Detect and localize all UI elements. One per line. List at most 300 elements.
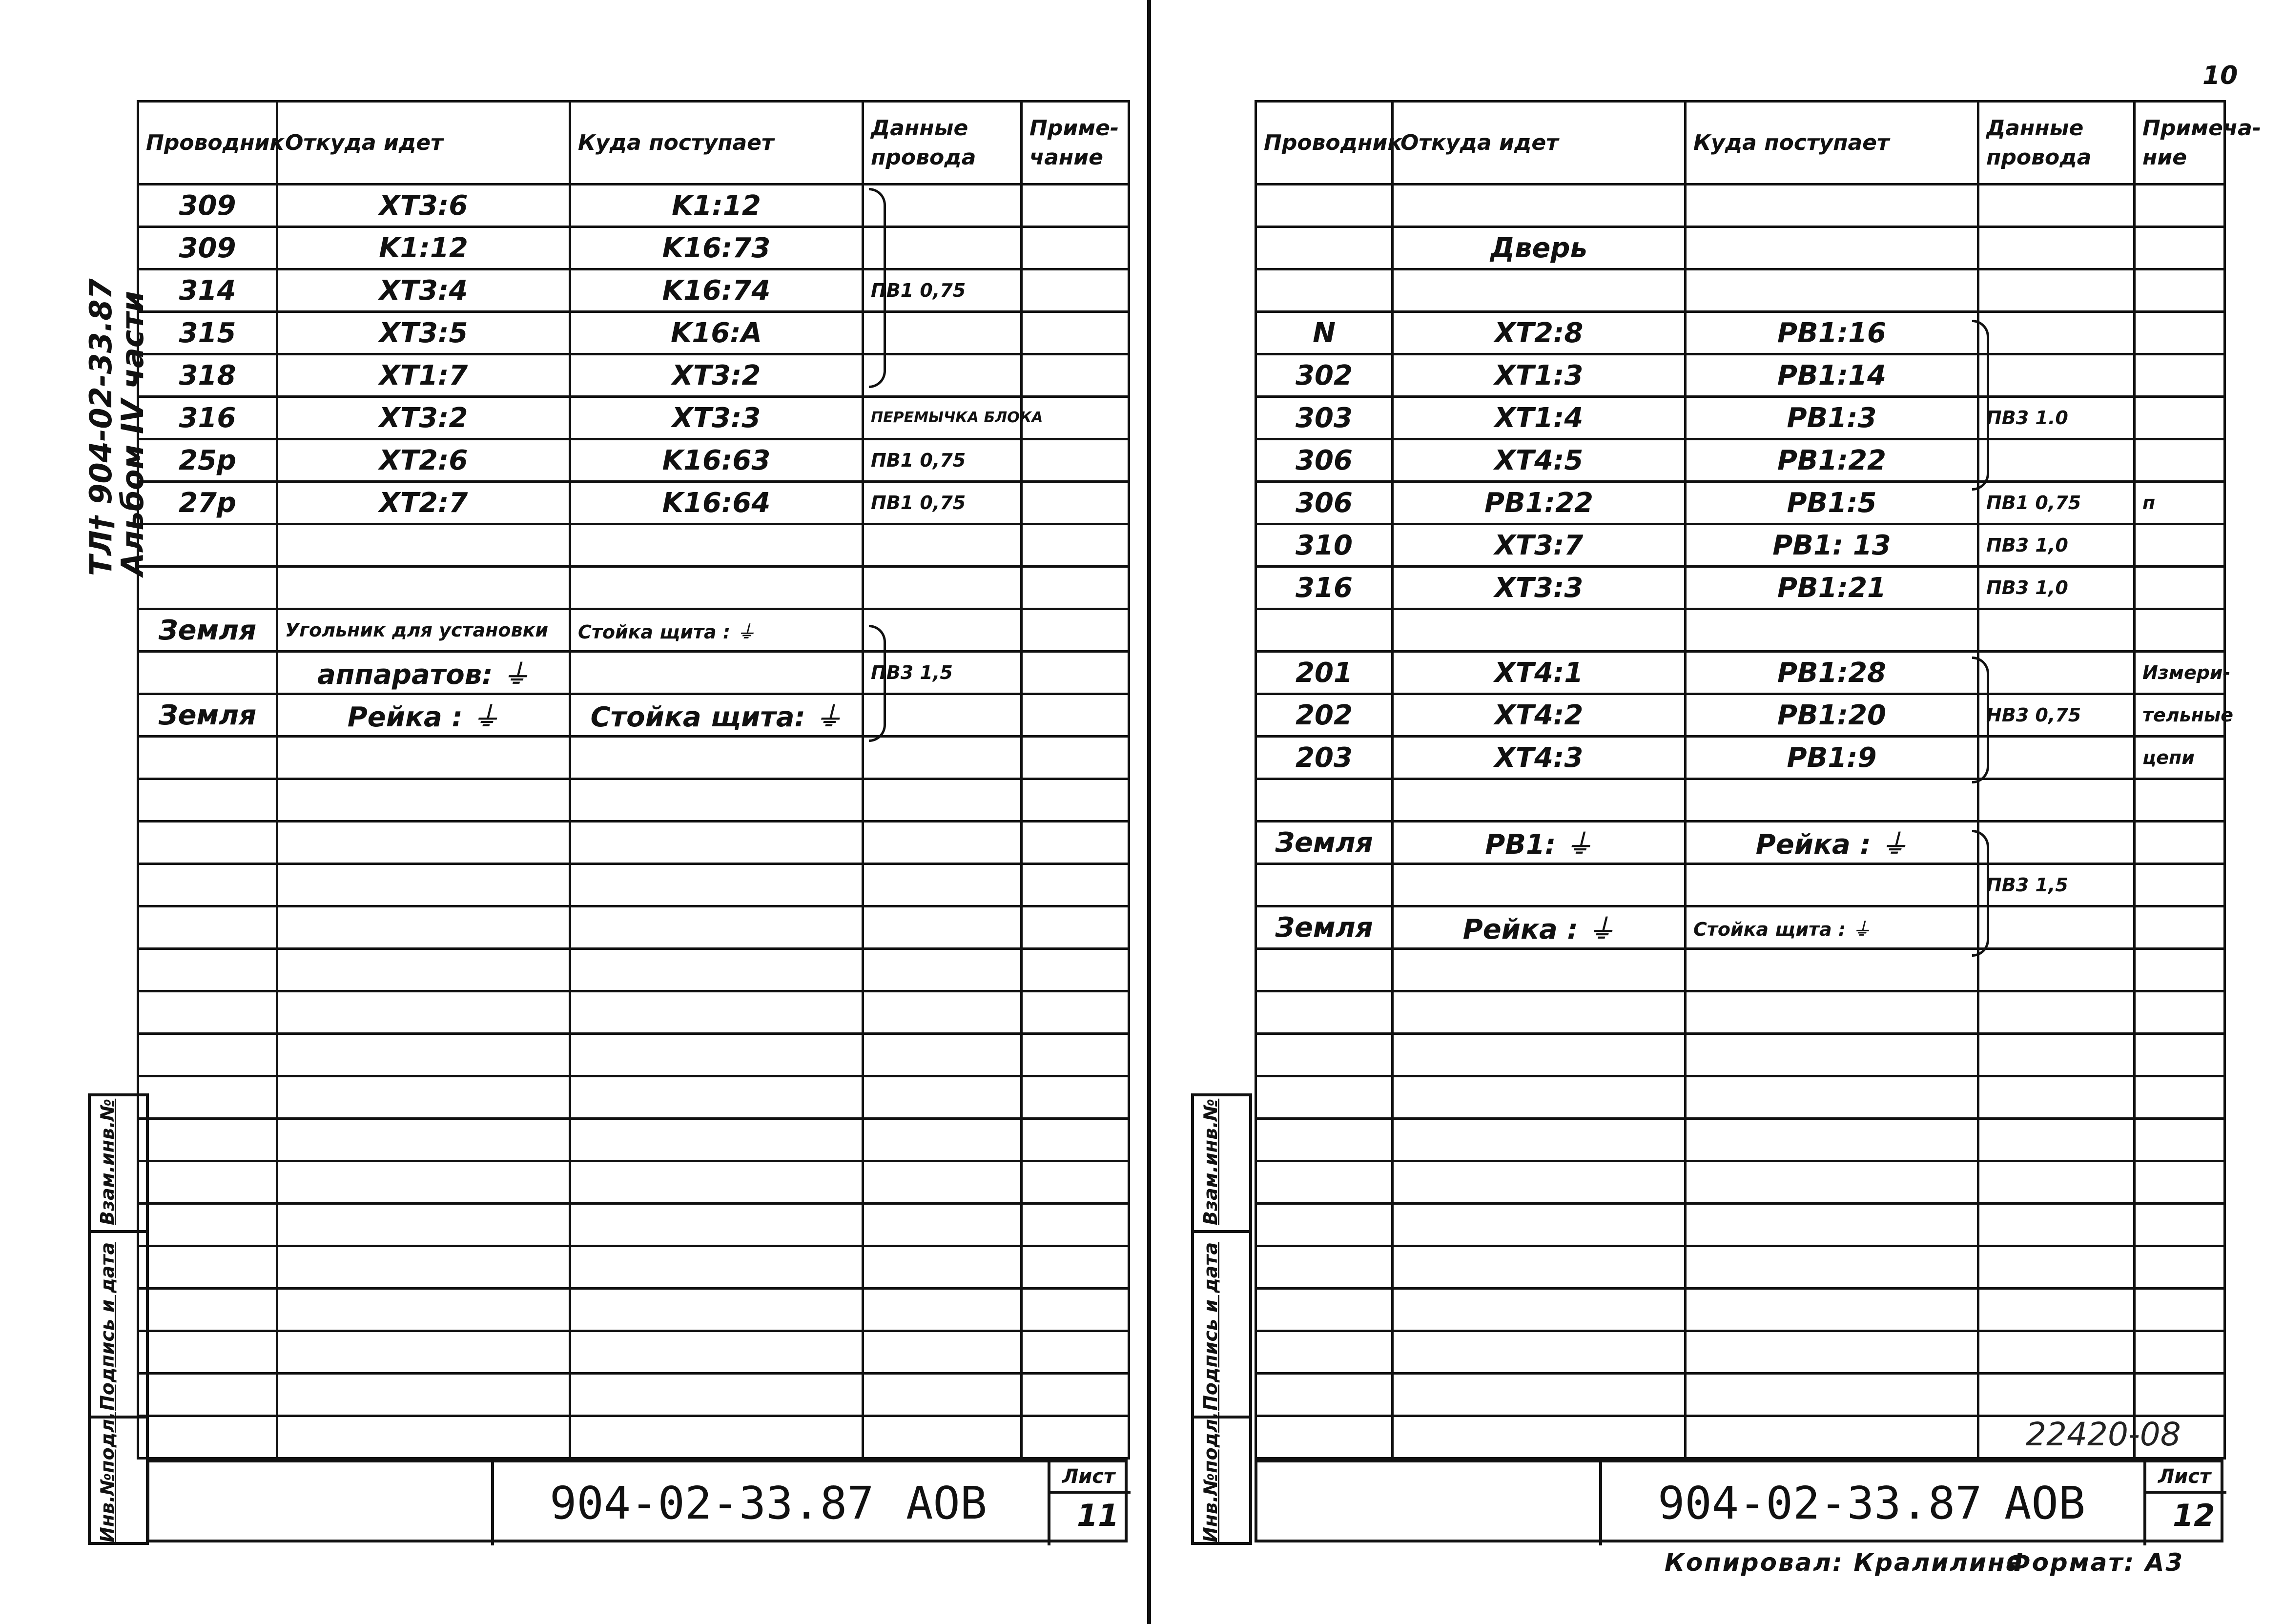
cell-note	[2135, 524, 2225, 567]
cell-to	[570, 864, 863, 906]
right-wiring-table	[1255, 100, 2262, 1460]
cell-to: РВ1:3	[1686, 397, 1978, 439]
brace-pv3	[1972, 320, 1989, 491]
cell-wire-data	[863, 609, 1022, 652]
table-row	[138, 1246, 1129, 1289]
cell-wire-data	[1978, 312, 2135, 354]
cell-to	[570, 1119, 863, 1161]
right-doc-type: АОВ	[2004, 1477, 2086, 1529]
cell-note	[1022, 1076, 1129, 1119]
cell-to	[1686, 1416, 1978, 1459]
cell-note: п	[2135, 482, 2225, 524]
cell-from: XT2:7	[277, 482, 570, 524]
table-row	[138, 397, 1129, 439]
cell-wire-data: ПВ3 1.0	[1978, 397, 2135, 439]
cell-conductor	[138, 1331, 277, 1374]
cell-to: Стойка щита : ⏚	[1686, 906, 1978, 949]
cell-from: XT1:7	[277, 354, 570, 397]
cell-note	[1022, 822, 1129, 864]
table-row	[138, 906, 1129, 949]
table-row	[1256, 354, 2225, 397]
cell-note	[2135, 864, 2225, 906]
col-note: Приме-чание	[1022, 102, 1129, 185]
cell-note	[2135, 185, 2225, 227]
cell-to: K16:64	[570, 482, 863, 524]
cell-to	[1686, 991, 1978, 1034]
cell-to: K16:63	[570, 439, 863, 482]
cell-wire-data	[863, 185, 1022, 227]
table-row	[138, 1076, 1129, 1119]
cell-from	[1393, 269, 1686, 312]
cell-from	[277, 1034, 570, 1076]
cell-from: XT2:6	[277, 439, 570, 482]
cell-to	[1686, 949, 1978, 991]
cell-from: XT3:6	[277, 185, 570, 227]
table-row	[1256, 652, 2225, 694]
table-row	[138, 269, 1129, 312]
cell-note	[2135, 906, 2225, 949]
cell-wire-data	[1978, 185, 2135, 227]
cell-wire-data	[1978, 1289, 2135, 1331]
cell-wire-data	[1978, 1204, 2135, 1246]
cell-conductor	[1256, 949, 1393, 991]
cell-from	[277, 1246, 570, 1289]
cell-conductor: 306	[1256, 439, 1393, 482]
cell-wire-data: НВ3 0,75	[1978, 694, 2135, 737]
cell-from	[1393, 1374, 1686, 1416]
table-row	[138, 567, 1129, 609]
cell-wire-data	[1978, 1374, 2135, 1416]
table-row	[1256, 1331, 2225, 1374]
cell-from	[277, 567, 570, 609]
table-row	[1256, 991, 2225, 1034]
cell-from	[1393, 991, 1686, 1034]
cell-from	[1393, 1331, 1686, 1374]
cell-wire-data	[1978, 652, 2135, 694]
cell-note	[1022, 1119, 1129, 1161]
cell-to: РВ1:20	[1686, 694, 1978, 737]
cell-conductor	[138, 737, 277, 779]
table-row	[1256, 1076, 2225, 1119]
cell-note	[2135, 227, 2225, 269]
cell-note	[1022, 1331, 1129, 1374]
col-wire-data: Данные провода	[863, 102, 1022, 185]
table-row	[1256, 397, 2225, 439]
cell-note	[2135, 567, 2225, 609]
cell-wire-data: ПВ3 1,0	[1978, 524, 2135, 567]
cell-conductor: 203	[1256, 737, 1393, 779]
table-row	[1256, 439, 2225, 482]
table-row	[138, 949, 1129, 991]
cell-wire-data	[863, 1416, 1022, 1459]
cell-conductor	[1256, 1246, 1393, 1289]
cell-to	[1686, 227, 1978, 269]
table-row	[138, 779, 1129, 822]
cell-from: XT4:2	[1393, 694, 1686, 737]
cell-note	[1022, 524, 1129, 567]
cell-from	[1393, 1076, 1686, 1119]
table-row	[138, 439, 1129, 482]
cell-conductor	[138, 949, 277, 991]
cell-to: XT3:3	[570, 397, 863, 439]
cell-note	[2135, 312, 2225, 354]
cell-wire-data	[863, 949, 1022, 991]
cell-to	[570, 1161, 863, 1204]
table-row	[1256, 269, 2225, 312]
right-sheet-label: Лист	[2158, 1465, 2211, 1488]
cell-wire-data	[863, 524, 1022, 567]
cell-conductor: N	[1256, 312, 1393, 354]
cell-note	[2135, 1076, 2225, 1119]
cell-from	[277, 1331, 570, 1374]
cell-conductor	[138, 1289, 277, 1331]
cell-to: РВ1:21	[1686, 567, 1978, 609]
cell-to	[570, 1331, 863, 1374]
table-row	[1256, 185, 2225, 227]
cell-note	[1022, 1204, 1129, 1246]
cell-conductor	[138, 1076, 277, 1119]
page-number: 10	[2202, 61, 2238, 90]
cell-conductor	[1256, 1076, 1393, 1119]
table-row	[138, 737, 1129, 779]
cell-from: XT3:7	[1393, 524, 1686, 567]
cell-to	[570, 1246, 863, 1289]
left-wiring-table	[137, 100, 1130, 1460]
cell-note	[2135, 991, 2225, 1034]
cell-from	[277, 1289, 570, 1331]
right-sheet-number: 12	[2173, 1498, 2215, 1533]
cell-from	[277, 949, 570, 991]
cell-to	[1686, 864, 1978, 906]
cell-from: XT2:8	[1393, 312, 1686, 354]
cell-note	[1022, 269, 1129, 312]
table-row	[138, 1289, 1129, 1331]
cell-conductor: Земля	[1256, 906, 1393, 949]
cell-wire-data: ПВ3 1,5	[863, 652, 1022, 694]
cell-conductor	[138, 1374, 277, 1416]
cell-conductor	[1256, 1374, 1393, 1416]
table-row	[1256, 864, 2225, 906]
cell-conductor	[1256, 1416, 1393, 1459]
left-title-block	[146, 1460, 1128, 1542]
brace-ground-right	[1972, 830, 1989, 957]
cell-to	[570, 822, 863, 864]
table-row	[1256, 227, 2225, 269]
cell-conductor: 302	[1256, 354, 1393, 397]
cell-conductor	[138, 822, 277, 864]
cell-wire-data	[863, 1161, 1022, 1204]
cell-from	[277, 1076, 570, 1119]
cell-note	[1022, 652, 1129, 694]
cell-conductor: 306	[1256, 482, 1393, 524]
cell-note	[1022, 482, 1129, 524]
table-row	[1256, 694, 2225, 737]
handwritten-number: 22420-08	[2026, 1416, 2181, 1453]
cell-to	[1686, 1246, 1978, 1289]
cell-wire-data	[863, 567, 1022, 609]
cell-conductor: 315	[138, 312, 277, 354]
cell-from	[1393, 1034, 1686, 1076]
cell-conductor	[138, 906, 277, 949]
table-row	[138, 354, 1129, 397]
cell-to: Рейка : ⏚	[1686, 822, 1978, 864]
cell-wire-data	[1978, 779, 2135, 822]
cell-from	[277, 1204, 570, 1246]
cell-conductor: 27р	[138, 482, 277, 524]
table-row	[138, 185, 1129, 227]
cell-wire-data	[863, 779, 1022, 822]
cell-from: Дверь	[1393, 227, 1686, 269]
cell-wire-data	[1978, 354, 2135, 397]
cell-note	[1022, 354, 1129, 397]
cell-from	[1393, 1289, 1686, 1331]
cell-conductor	[1256, 1119, 1393, 1161]
col-wire-data: Данные провода	[1978, 102, 2135, 185]
cell-from	[1393, 185, 1686, 227]
cell-to	[1686, 185, 1978, 227]
cell-from: РВ1: ⏚	[1393, 822, 1686, 864]
brace-ground-left	[869, 625, 886, 742]
cell-to: РВ1:22	[1686, 439, 1978, 482]
strip-divider	[88, 1230, 149, 1233]
cell-wire-data: ПВ1 0,75	[863, 482, 1022, 524]
cell-from: Угольник для установки	[277, 609, 570, 652]
cell-wire-data	[863, 991, 1022, 1034]
cell-conductor: 314	[138, 269, 277, 312]
cell-conductor	[138, 1119, 277, 1161]
cell-conductor	[138, 1416, 277, 1459]
cell-note	[1022, 1374, 1129, 1416]
cell-note	[1022, 1246, 1129, 1289]
table-row	[138, 227, 1129, 269]
col-note: Примеча-ние	[2135, 102, 2225, 185]
table-row	[1256, 609, 2225, 652]
table-row	[138, 864, 1129, 906]
cell-to: РВ1:28	[1686, 652, 1978, 694]
cell-note	[2135, 269, 2225, 312]
right-doc-code: 904-02-33.87	[1658, 1477, 1982, 1529]
cell-to	[1686, 1374, 1978, 1416]
cell-wire-data	[1978, 906, 2135, 949]
cell-from: XT3:4	[277, 269, 570, 312]
cell-note	[1022, 312, 1129, 354]
table-row	[1256, 1374, 2225, 1416]
cell-wire-data	[863, 864, 1022, 906]
cell-from: XT3:2	[277, 397, 570, 439]
cell-conductor	[1256, 1331, 1393, 1374]
cell-from: РВ1:22	[1393, 482, 1686, 524]
table-row	[1256, 949, 2225, 991]
table-row	[1256, 906, 2225, 949]
cell-wire-data	[1978, 1076, 2135, 1119]
cell-to: РВ1:14	[1686, 354, 1978, 397]
cell-wire-data	[1978, 1331, 2135, 1374]
cell-to	[1686, 609, 1978, 652]
cell-note	[1022, 609, 1129, 652]
col-from: Откуда идет	[277, 102, 570, 185]
cell-note	[2135, 1331, 2225, 1374]
cell-from: XT3:5	[277, 312, 570, 354]
cell-conductor	[1256, 779, 1393, 822]
cell-wire-data	[1978, 1161, 2135, 1204]
table-row	[1256, 482, 2225, 524]
table-row	[1256, 1119, 2225, 1161]
table-row	[1256, 524, 2225, 567]
table-row	[138, 694, 1129, 737]
cell-to	[570, 991, 863, 1034]
cell-wire-data	[863, 1246, 1022, 1289]
right-title-block	[1255, 1460, 2223, 1542]
cell-wire-data	[863, 354, 1022, 397]
cell-note: тельные	[2135, 694, 2225, 737]
strip-replace-label: Взам.инв.№	[97, 1098, 118, 1225]
table-row	[138, 991, 1129, 1034]
cell-conductor	[1256, 227, 1393, 269]
cell-conductor: Земля	[1256, 822, 1393, 864]
cell-from	[277, 1161, 570, 1204]
cell-conductor: Земля	[138, 694, 277, 737]
cell-from	[1393, 1246, 1686, 1289]
cell-to	[1686, 269, 1978, 312]
strip-divider	[1191, 1230, 1252, 1233]
cell-conductor	[138, 1246, 277, 1289]
cell-wire-data: ПВ3 1,0	[1978, 567, 2135, 609]
cell-from: XT1:4	[1393, 397, 1686, 439]
table-row	[1256, 312, 2225, 354]
cell-conductor	[138, 1204, 277, 1246]
col-to: Куда поступает	[570, 102, 863, 185]
cell-to: Стойка щита : ⏚	[570, 609, 863, 652]
cell-note	[1022, 567, 1129, 609]
cell-to: РВ1:9	[1686, 737, 1978, 779]
cell-to	[570, 737, 863, 779]
cell-wire-data: ПВ1 0,75	[863, 439, 1022, 482]
copied-by: Копировал: Кралилина	[1665, 1548, 2024, 1577]
cell-to	[570, 567, 863, 609]
cell-conductor: 201	[1256, 652, 1393, 694]
table-row	[138, 312, 1129, 354]
cell-to	[1686, 779, 1978, 822]
cell-to	[570, 1289, 863, 1331]
table-row	[138, 1119, 1129, 1161]
cell-to	[1686, 1119, 1978, 1161]
cell-note	[1022, 1161, 1129, 1204]
cell-from: XT3:3	[1393, 567, 1686, 609]
cell-conductor	[1256, 1161, 1393, 1204]
cell-wire-data	[863, 1374, 1022, 1416]
cell-from	[277, 906, 570, 949]
cell-to	[570, 906, 863, 949]
table-row	[1256, 779, 2225, 822]
cell-from: XT1:3	[1393, 354, 1686, 397]
cell-note	[2135, 1204, 2225, 1246]
cell-from: XT4:5	[1393, 439, 1686, 482]
cell-to: K16:74	[570, 269, 863, 312]
cell-note	[2135, 354, 2225, 397]
cell-wire-data	[1978, 737, 2135, 779]
cell-note	[2135, 609, 2225, 652]
cell-conductor: 25р	[138, 439, 277, 482]
cell-to	[570, 779, 863, 822]
col-from: Откуда идет	[1393, 102, 1686, 185]
brace-measure	[1972, 657, 1989, 783]
cell-to	[1686, 1076, 1978, 1119]
cell-conductor	[138, 524, 277, 567]
cell-note	[1022, 439, 1129, 482]
cell-from	[277, 1416, 570, 1459]
col-to: Куда поступает	[1686, 102, 1978, 185]
cell-note: Измери-	[2135, 652, 2225, 694]
cell-note	[2135, 397, 2225, 439]
left-doc-code: 904-02-33.87	[550, 1477, 874, 1529]
cell-conductor: 309	[138, 227, 277, 269]
cell-conductor	[1256, 991, 1393, 1034]
cell-wire-data	[863, 906, 1022, 949]
cell-to: РВ1:5	[1686, 482, 1978, 524]
cell-conductor: 316	[138, 397, 277, 439]
cell-to	[1686, 1331, 1978, 1374]
cell-to: Стойка щита: ⏚	[570, 694, 863, 737]
cell-from: XT4:3	[1393, 737, 1686, 779]
cell-from	[1393, 779, 1686, 822]
cell-note	[2135, 1161, 2225, 1204]
cell-to: K16:A	[570, 312, 863, 354]
cell-from	[1393, 1416, 1686, 1459]
cell-wire-data	[863, 1119, 1022, 1161]
cell-note	[2135, 1034, 2225, 1076]
table-row	[138, 1161, 1129, 1204]
cell-wire-data	[863, 227, 1022, 269]
cell-to: K16:73	[570, 227, 863, 269]
cell-to	[1686, 1204, 1978, 1246]
col-conductor: Проводник	[138, 102, 277, 185]
cell-conductor: 202	[1256, 694, 1393, 737]
strip-sign-label: Подпись и дата	[97, 1242, 118, 1411]
cell-from	[1393, 864, 1686, 906]
left-sheet-label: Лист	[1062, 1465, 1115, 1488]
cell-conductor: 309	[138, 185, 277, 227]
cell-conductor	[138, 991, 277, 1034]
cell-from	[1393, 1204, 1686, 1246]
cell-note	[1022, 991, 1129, 1034]
cell-to	[570, 1204, 863, 1246]
cell-wire-data: ПЕРЕМЫЧКА БЛОКА	[863, 397, 1022, 439]
cell-conductor: 316	[1256, 567, 1393, 609]
cell-wire-data	[863, 1076, 1022, 1119]
strip-inv-label: Инв.№подл.	[1200, 1412, 1221, 1542]
cell-from: XT4:1	[1393, 652, 1686, 694]
cell-to	[1686, 1289, 1978, 1331]
cell-to	[570, 1076, 863, 1119]
cell-wire-data	[863, 312, 1022, 354]
cell-wire-data	[1978, 227, 2135, 269]
cell-note	[2135, 1246, 2225, 1289]
cell-wire-data	[1978, 1034, 2135, 1076]
cell-wire-data	[863, 822, 1022, 864]
cell-from	[277, 1119, 570, 1161]
cell-wire-data	[1978, 1246, 2135, 1289]
cell-wire-data	[1978, 991, 2135, 1034]
table-row	[1256, 1034, 2225, 1076]
cell-conductor	[1256, 185, 1393, 227]
table-row	[1256, 1246, 2225, 1289]
cell-note	[1022, 949, 1129, 991]
left-doc-type: АОВ	[906, 1477, 988, 1529]
strip-inv-label: Инв.№подл.	[97, 1412, 118, 1542]
cell-note	[2135, 949, 2225, 991]
cell-wire-data: ПВ1 0,75	[1978, 482, 2135, 524]
cell-wire-data	[863, 1331, 1022, 1374]
